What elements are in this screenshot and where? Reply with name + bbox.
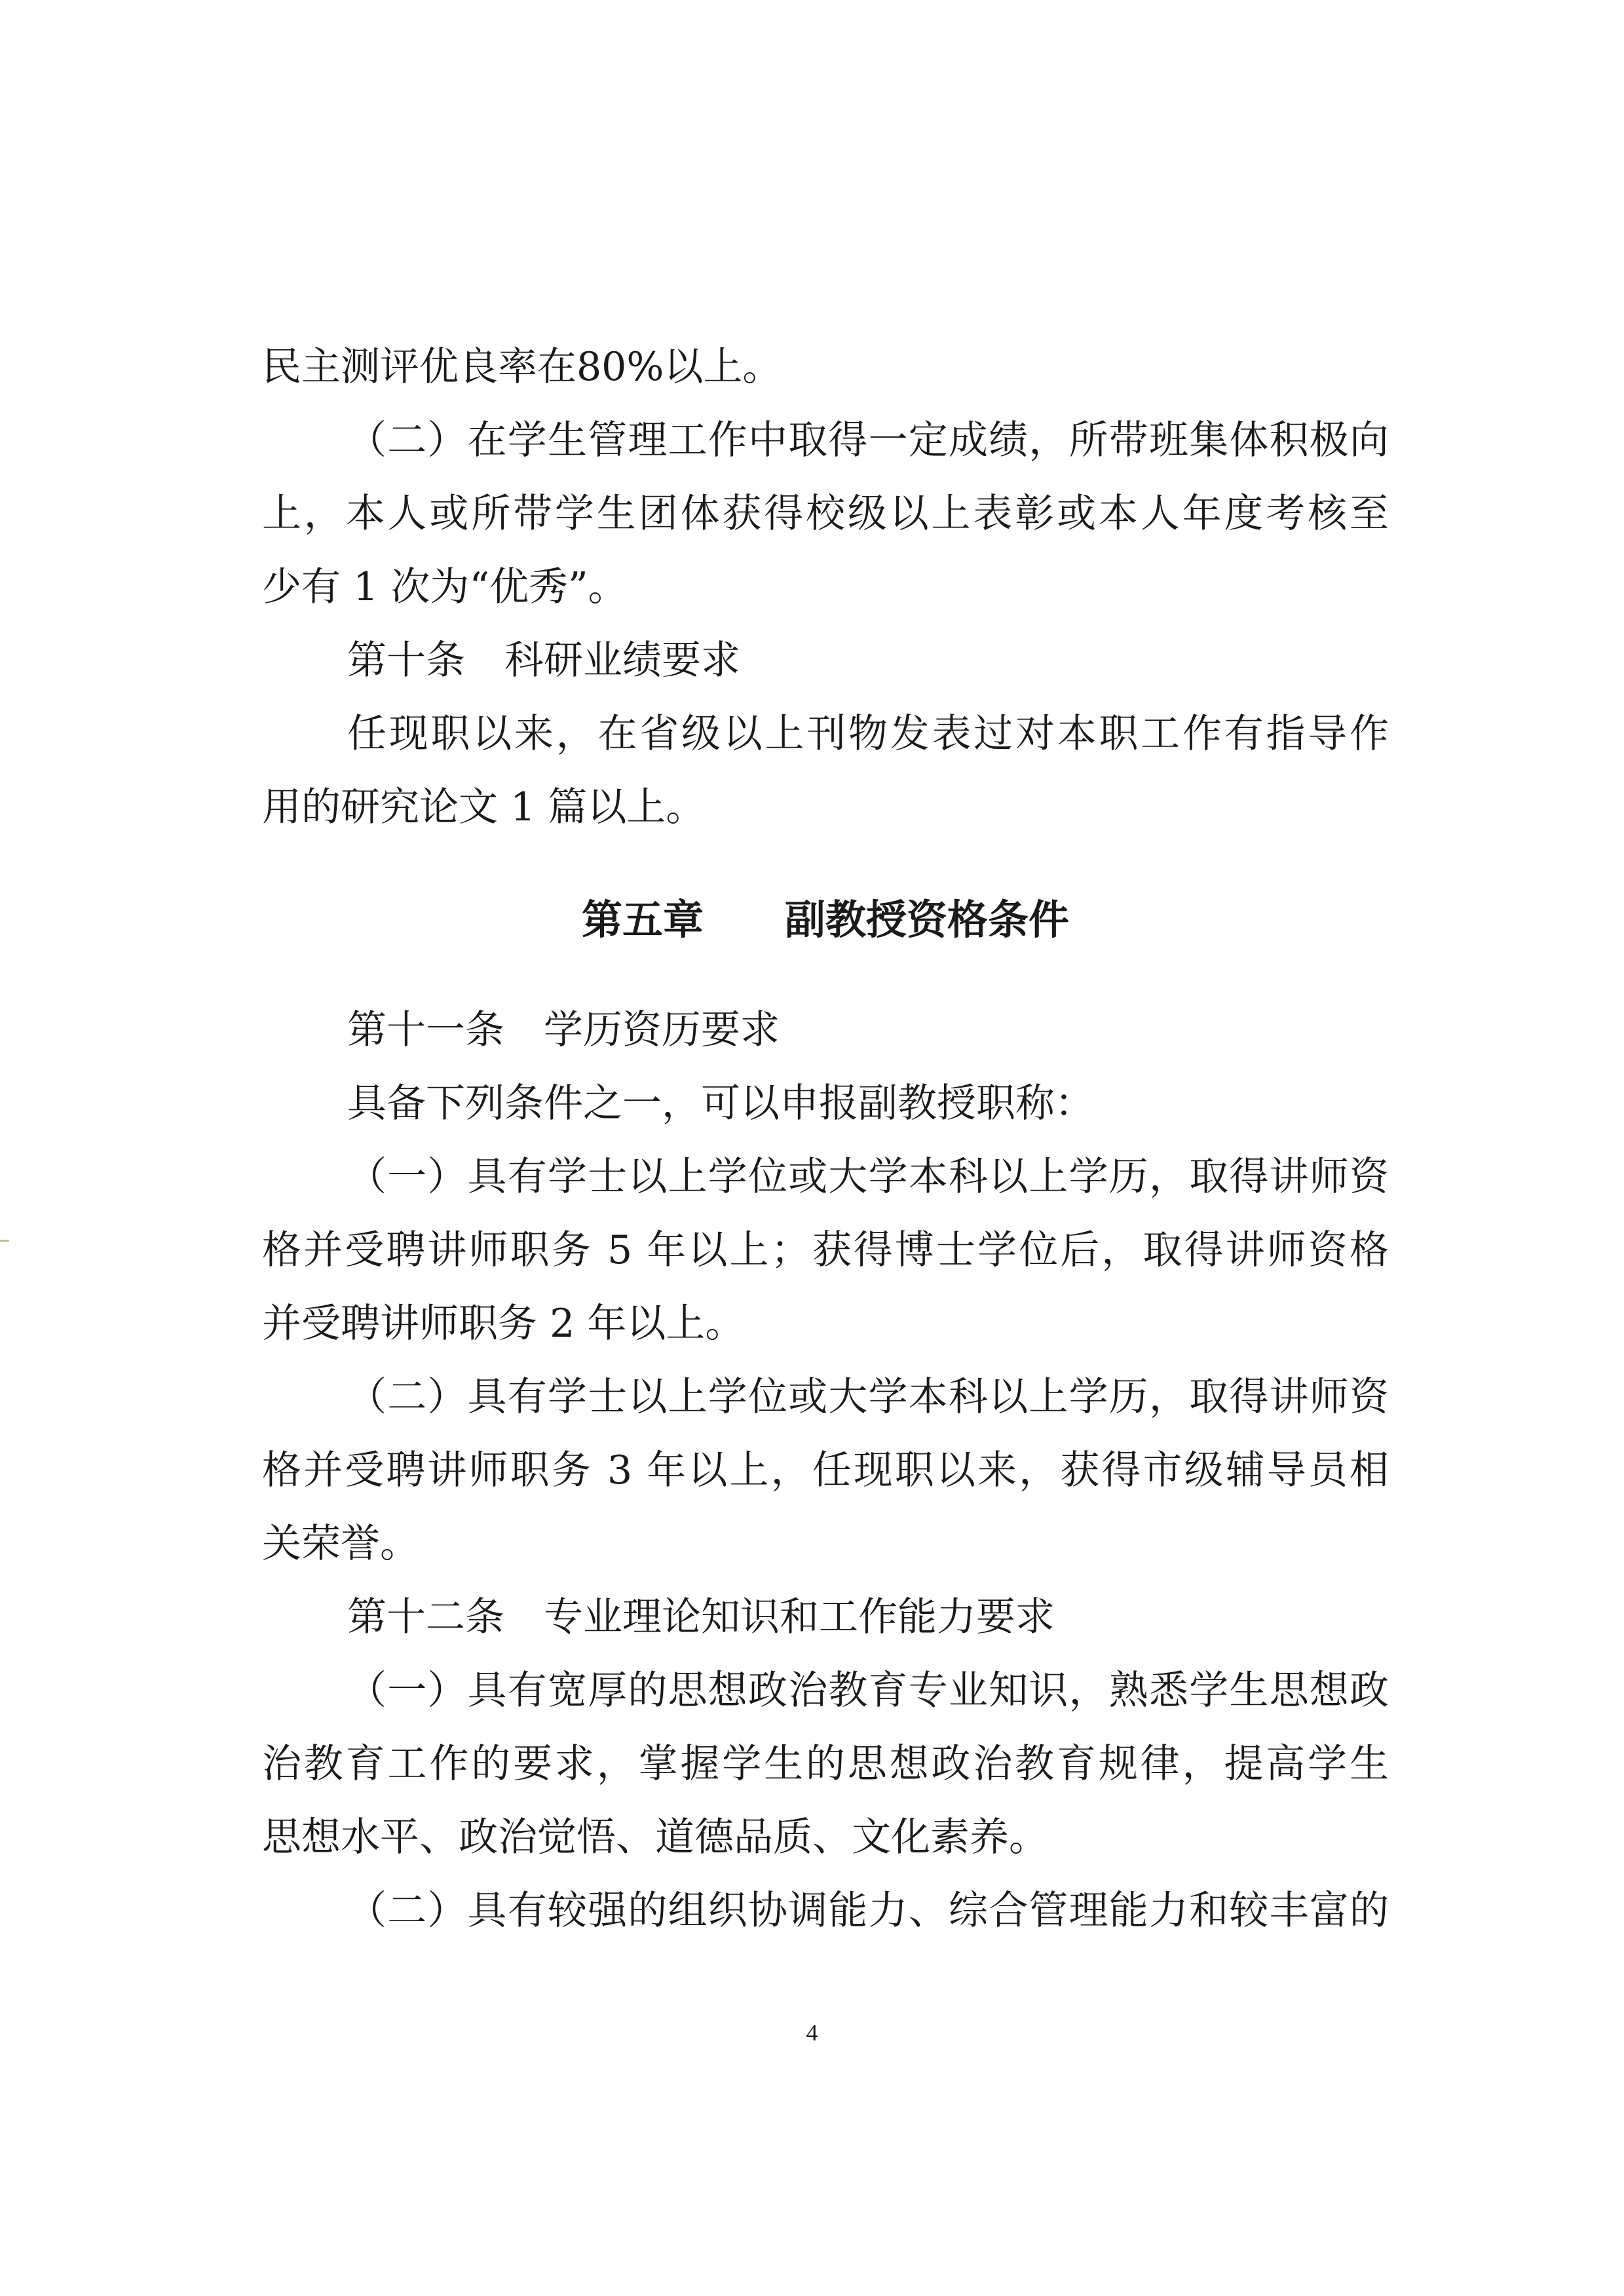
text-line-19: 思想水平、政治觉悟、道德品质、文化素养。	[262, 1814, 1048, 1860]
text-line-1: 民主测评优良率在80%以上。	[262, 344, 782, 390]
text-line-2: （二）在学生管理工作中取得一定成绩，所带班集体积极向	[347, 417, 1389, 463]
text-line-11: 格并受聘讲师职务 5 年以上；获得博士学位后，取得讲师资格	[262, 1227, 1389, 1273]
text-line-7: 用的研究论文 1 篇以上。	[262, 784, 706, 830]
article-11-heading: 第十一条 学历资历要求	[347, 1007, 780, 1053]
text-line-10: （一）具有学士以上学位或大学本科以上学历，取得讲师资	[347, 1154, 1389, 1200]
text-line-14: 格并受聘讲师职务 3 年以上，任现职以来，获得市级辅导员相	[262, 1447, 1389, 1493]
text-line-13: （二）具有学士以上学位或大学本科以上学历，取得讲师资	[347, 1374, 1389, 1420]
text-line-4: 少有 1 次为“优秀”。	[262, 564, 628, 610]
text-line-3: 上，本人或所带学生团体获得校级以上表彰或本人年度考核至	[262, 491, 1389, 537]
scan-artifact	[0, 1240, 9, 1242]
text-line-6: 任现职以来，在省级以上刊物发表过对本职工作有指导作	[347, 711, 1389, 757]
text-line-15: 关荣誉。	[262, 1521, 419, 1567]
chapter-title: 第五章 副教授资格条件	[581, 896, 1069, 944]
page-number: 4	[806, 2019, 818, 2046]
text-line-12: 并受聘讲师职务 2 年以上。	[262, 1301, 745, 1347]
article-12-heading: 第十二条 专业理论知识和工作能力要求	[347, 1594, 1055, 1640]
text-line-9: 具备下列条件之一，可以申报副教授职称：	[347, 1081, 1094, 1126]
text-line-18: 治教育工作的要求，掌握学生的思想政治教育规律，提高学生	[262, 1741, 1389, 1787]
text-line-20: （二）具有较强的组织协调能力、综合管理能力和较丰富的	[347, 1888, 1389, 1934]
article-10-heading: 第十条 科研业绩要求	[347, 638, 740, 683]
text-line-17: （一）具有宽厚的思想政治教育专业知识，熟悉学生思想政	[347, 1668, 1389, 1713]
